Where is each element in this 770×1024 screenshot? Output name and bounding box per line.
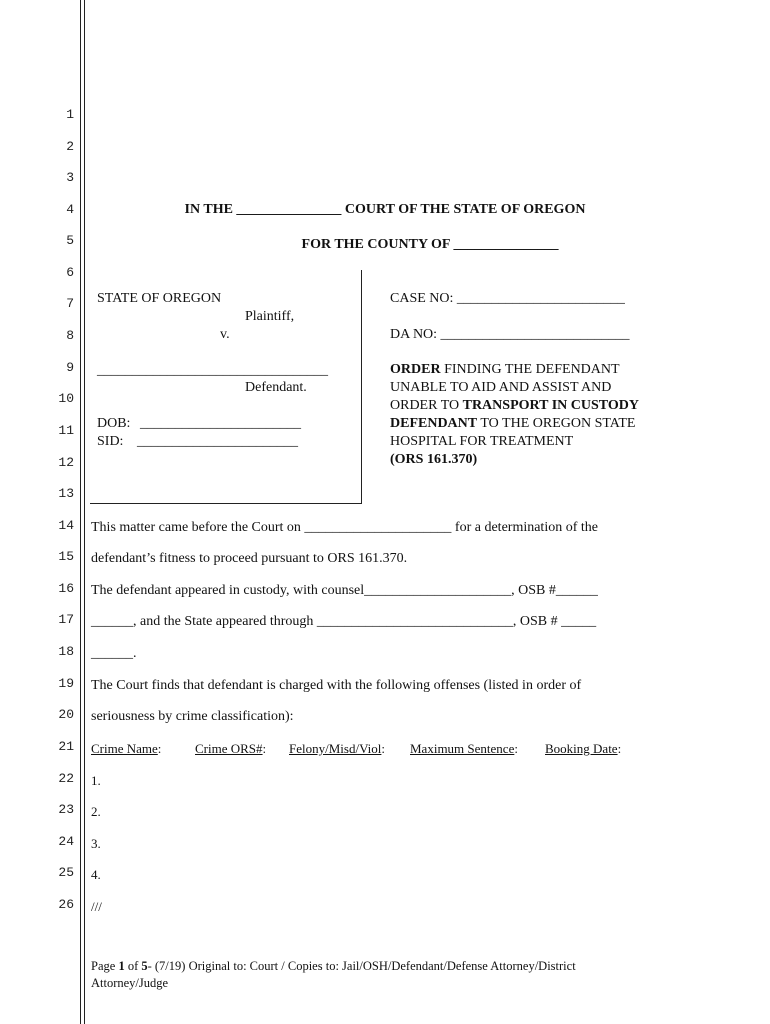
line-number: 16 xyxy=(58,581,74,596)
line-number: 1 xyxy=(66,107,74,122)
plaintiff-party: STATE OF OREGON xyxy=(97,291,222,306)
line-number: 3 xyxy=(66,170,74,185)
da-number-field[interactable]: DA NO: ___________________________ xyxy=(390,327,630,342)
header-text: Booking Date xyxy=(545,741,618,756)
header-text: Crime Name xyxy=(91,741,158,756)
header-text: Felony/Misd/Viol xyxy=(289,741,382,756)
order-title-line-2: UNABLE TO AID AND ASSIST AND xyxy=(390,380,612,395)
line-number: 15 xyxy=(58,549,74,564)
county-name-blank[interactable]: _______________ xyxy=(453,237,559,252)
line-number: 24 xyxy=(58,834,74,849)
line-number: 9 xyxy=(66,360,74,375)
line-number: 23 xyxy=(58,802,74,817)
body-line-17: ______, and the State appeared through ____________________________, OSB # _____ xyxy=(91,614,597,629)
sid-field xyxy=(97,433,298,451)
order-title-bold: ORDER xyxy=(390,362,441,377)
order-title-text: FINDING THE DEFENDANT xyxy=(440,362,620,377)
order-title-bold: TRANSPORT IN CUSTODY xyxy=(462,398,639,413)
county-heading-prefix: FOR THE COUNTY OF xyxy=(301,237,450,252)
table-header-crime-name xyxy=(91,740,161,758)
header-text: Crime ORS# xyxy=(195,741,263,756)
line-number: 13 xyxy=(58,486,74,501)
footer-page-number: 1 xyxy=(118,959,125,973)
defendant-name-blank[interactable]: _________________________________ xyxy=(97,363,328,378)
body-line-14: This matter came before the Court on _____________________ for a determination of the xyxy=(91,520,598,535)
dob-field xyxy=(97,415,301,433)
line-number: 2 xyxy=(66,139,74,154)
order-title-line-3 xyxy=(390,397,639,415)
left-margin-rule xyxy=(80,0,81,1024)
court-heading-suffix: COURT OF THE STATE OF OREGON xyxy=(344,202,586,217)
case-number-field[interactable]: CASE NO: ________________________ xyxy=(390,291,625,306)
order-title-line-5: HOSPITAL FOR TREATMENT xyxy=(390,434,574,449)
ors-citation: (ORS 161.370) xyxy=(390,452,478,467)
sid-label: SID: xyxy=(97,434,124,449)
line-number: 21 xyxy=(58,739,74,754)
line-number: 5 xyxy=(66,233,74,248)
offense-row[interactable]: 2. xyxy=(91,804,101,819)
header-colon: : xyxy=(514,741,518,756)
footer-page-label: Page xyxy=(91,959,119,973)
line-number: 14 xyxy=(58,518,74,533)
line-number: 17 xyxy=(58,612,74,627)
table-header-maximum-sentence xyxy=(410,740,518,758)
header-text: Maximum Sentence xyxy=(410,741,515,756)
header-colon: : xyxy=(617,741,622,756)
table-header-crime-ors xyxy=(195,740,266,758)
line-number: 6 xyxy=(66,265,74,280)
body-line-19: The Court finds that defendant is charged with the following offenses (listed in order of xyxy=(91,678,582,693)
court-heading-prefix: IN THE xyxy=(184,202,233,217)
versus-label: v. xyxy=(220,327,230,342)
county-heading xyxy=(90,236,770,254)
court-heading xyxy=(90,201,680,219)
sid-blank[interactable]: _______________________ xyxy=(136,434,298,449)
dob-label: DOB: xyxy=(97,416,131,431)
header-colon: : xyxy=(157,741,162,756)
footer-page-total: 5 xyxy=(141,959,148,973)
caption-divider-horizontal xyxy=(90,503,362,504)
order-title-line-4 xyxy=(390,415,635,433)
line-number: 26 xyxy=(58,897,74,912)
caption-divider-vertical xyxy=(361,270,362,504)
table-header-classification xyxy=(289,740,385,758)
order-title-text: TO THE OREGON STATE xyxy=(477,416,636,431)
line-number: 10 xyxy=(58,391,74,406)
offense-row[interactable]: 3. xyxy=(91,836,101,851)
line-number: 4 xyxy=(66,202,74,217)
court-name-blank[interactable]: _______________ xyxy=(236,202,342,217)
line-number: 22 xyxy=(58,771,74,786)
table-header-booking-date xyxy=(545,740,621,758)
line-number: 7 xyxy=(66,296,74,311)
order-title-text: ORDER TO xyxy=(390,398,463,413)
order-title-line-1 xyxy=(390,361,620,379)
defendant-label: Defendant. xyxy=(245,380,307,395)
offense-row[interactable]: 1. xyxy=(91,773,101,788)
body-line-16: The defendant appeared in custody, with counsel_____________________, OSB #______ xyxy=(91,583,598,598)
dob-blank[interactable]: _______________________ xyxy=(139,416,301,431)
header-colon: : xyxy=(381,741,386,756)
order-title-bold: DEFENDANT xyxy=(390,416,478,431)
line-number: 8 xyxy=(66,328,74,343)
left-margin-rule-inner xyxy=(84,0,85,1024)
plaintiff-label: Plaintiff, xyxy=(245,309,295,324)
offense-row[interactable]: 4. xyxy=(91,867,101,882)
body-line-18: ______. xyxy=(91,646,137,661)
line-number: 18 xyxy=(58,644,74,659)
line-number: 11 xyxy=(58,423,74,438)
footer-distribution: - (7/19) Original to: Court / Copies to: Jail/OSH/Defendant/Defense Attorney/District Attorney/Judge xyxy=(91,959,576,990)
header-colon: : xyxy=(262,741,267,756)
line-number: 20 xyxy=(58,707,74,722)
footer-of: of xyxy=(124,959,142,973)
body-line-15: defendant’s fitness to proceed pursuant to ORS 161.370. xyxy=(91,551,408,566)
line-number: 12 xyxy=(58,455,74,470)
line-number: 19 xyxy=(58,676,74,691)
line-number: 25 xyxy=(58,865,74,880)
body-line-20: seriousness by crime classification): xyxy=(91,709,294,724)
page-footer xyxy=(91,958,651,992)
continuation-marker: /// xyxy=(91,899,102,914)
